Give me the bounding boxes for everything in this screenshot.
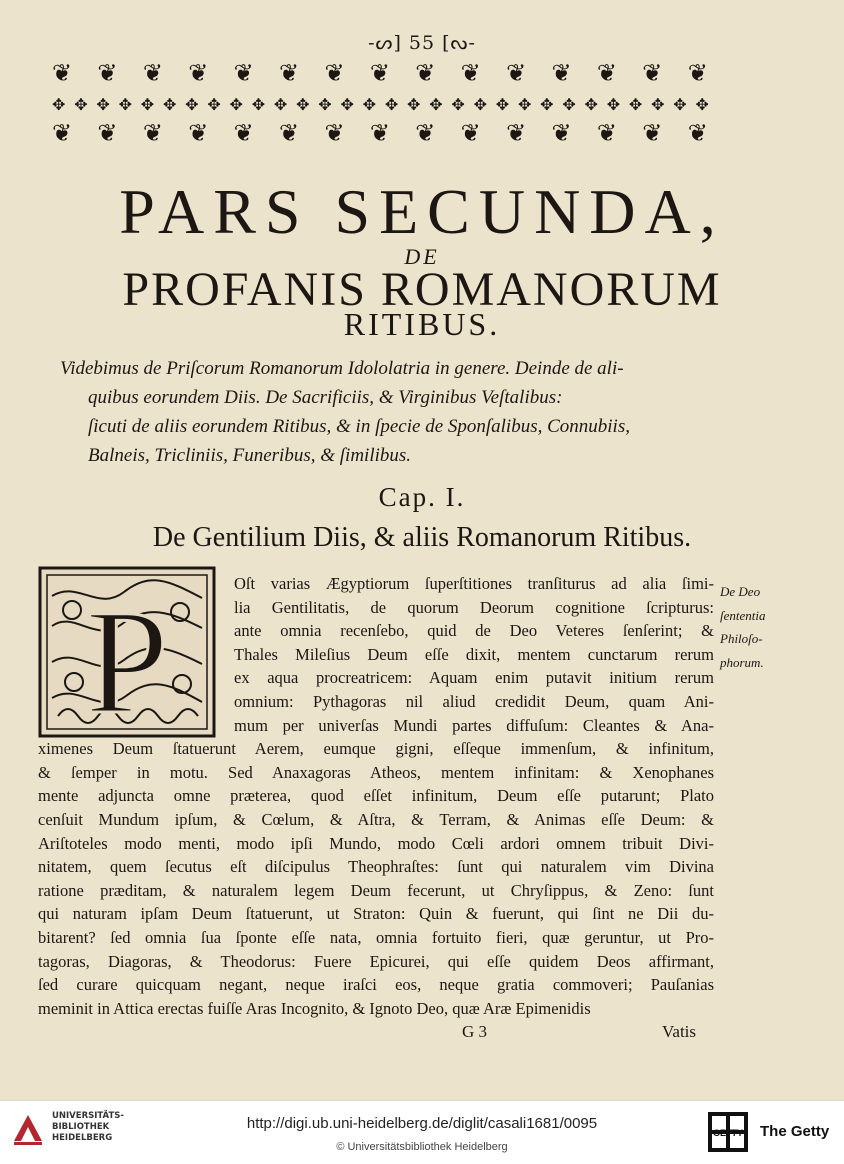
fleuron-icon: ❦	[460, 119, 481, 147]
getty-logo-text: GETTY	[712, 1128, 744, 1138]
fleuron-icon: ❦	[97, 59, 118, 87]
body-line: Ariſtoteles modo menti, modo ipſi Mundo, modo Cœli ardori omnem tribuit Divi-	[38, 833, 714, 853]
fleuron-icon: ✥	[185, 94, 198, 114]
fleuron-icon: ❦	[188, 59, 209, 87]
getty-logo-icon[interactable]	[708, 1112, 748, 1152]
title-de: DE	[404, 244, 440, 269]
fleuron-icon: ❦	[97, 119, 118, 147]
fleuron-icon: ❦	[551, 59, 572, 87]
fleuron-icon: ✥	[384, 94, 398, 114]
fleuron-icon: ✥	[429, 94, 442, 114]
fleuron-icon: ✥	[318, 94, 331, 114]
viewer-footer	[0, 1100, 844, 1164]
fleuron-icon: ❦	[279, 59, 300, 87]
fleuron-icon: ❦	[460, 59, 481, 87]
margin-note-line: ſententia	[720, 607, 766, 623]
body-text	[38, 572, 714, 1020]
body-line: omnium: Pythagoras nil aliud credidit Deum, quam Ani-	[234, 691, 714, 711]
fleuron-icon: ❦	[415, 59, 436, 87]
body-line: nitatem, quem ſecutus eſt diſcipulus Theophraſtes: ſunt qui naturalem vim Divina	[38, 857, 714, 877]
signature-mark: G 3	[462, 1022, 488, 1041]
summary-line: Balneis, Tricliniis, Funeribus, & ſimilibus.	[88, 445, 412, 466]
fleuron-icon: ❦	[687, 59, 708, 87]
body-line: ſed curare quicquam negant, neque iraſci eos, neque gratia commoveri; Pauſanias	[38, 975, 714, 995]
fleuron-icon: ❦	[142, 59, 163, 87]
fleuron-icon: ✥	[251, 94, 265, 114]
body-line: tagoras, Diagoras, & Theodorus: Fuere Epicurei, qui eſſe quidem Deos affirmant,	[38, 951, 714, 971]
fleuron-icon: ✥	[273, 94, 287, 114]
fleuron-icon: ✥	[229, 94, 242, 114]
fleuron-icon: ✥	[207, 94, 220, 114]
fleuron-icon: ❦	[142, 119, 163, 147]
body-line: Thales Mileſius Deum eſſe dixit, mentem cunctarum rerum	[234, 644, 714, 664]
chapter-title: De Gentilium Diis, & aliis Romanorum Ritibus.	[152, 522, 692, 553]
body-line: meminit in Attica erectas fuiſſe Aras Incognito, & Ignoto Deo, quæ Aræ Epimenidis	[38, 998, 591, 1018]
fleuron-icon: ✥	[562, 94, 575, 114]
fleuron-icon: ❦	[642, 119, 663, 147]
body-line: mum per univerſas Mundi partes diffuſum: Cleantes & Ana-	[234, 715, 714, 735]
library-name-line: UNIVERSITÄTS-	[52, 1111, 124, 1121]
fleuron-icon: ❦	[369, 119, 390, 147]
fleuron-icon: ✥	[52, 94, 65, 114]
fleuron-icon: ❦	[52, 119, 73, 147]
ornament-band-bottom	[52, 118, 708, 148]
fleuron-icon: ✥	[296, 94, 309, 114]
summary-line: quibus eorundem Diis. De Sacrificiis, & Virginibus Veſtalibus:	[88, 387, 563, 408]
fleuron-icon: ✥	[140, 94, 154, 114]
fleuron-icon: ✥	[606, 94, 620, 114]
library-name-line: BIBLIOTHEK	[52, 1122, 110, 1132]
body-line: ximenes Deum ſtatuerunt Aerem, eumque gigni, eſſeque immenſum, & infinitum,	[38, 739, 714, 759]
main-title-ritibus: RITIBUS.	[343, 306, 501, 342]
fleuron-icon: ✥	[162, 94, 176, 114]
fleuron-icon: ✥	[517, 94, 531, 114]
body-line: Oſt varias Ægyptiorum ſuperſtitiones tranſiturus ad alia ſimi-	[234, 574, 714, 593]
fleuron-icon: ❦	[324, 119, 345, 147]
library-name-line: HEIDELBERG	[52, 1133, 113, 1143]
margin-note-line: De Deo	[720, 584, 761, 599]
chapter-heading: Cap. I.	[378, 482, 466, 512]
fleuron-icon: ❦	[551, 119, 572, 147]
fleuron-icon: ❦	[188, 119, 209, 147]
margin-note	[720, 580, 830, 674]
fleuron-icon: ❦	[596, 119, 617, 147]
fleuron-icon: ✥	[540, 94, 553, 114]
fleuron-icon: ✥	[473, 94, 486, 114]
body-line: ante omnia recenſebo, quid de Deo Veteres ſenſerint; &	[234, 621, 714, 641]
initial-letter: P	[85, 579, 169, 738]
fleuron-icon: ❦	[233, 59, 254, 87]
body-line: & ſemper in motu. Sed Anaxagoras Atheos, mentem infinitam: & Xenophanes	[38, 762, 714, 782]
fleuron-icon: ✥	[96, 94, 109, 114]
ornament-band-middle	[52, 92, 708, 116]
fleuron-icon: ❦	[687, 119, 708, 147]
part-summary	[60, 354, 768, 470]
body-line: qui naturam ipſam Deum ſtatuerunt, ut Straton: Quin & fuerunt, qui ſint ne Dii du-	[38, 904, 714, 924]
margin-note-line: Philoſo-	[720, 631, 763, 647]
fleuron-icon: ✥	[74, 94, 87, 114]
fleuron-icon: ❦	[233, 119, 254, 147]
fleuron-icon: ❦	[279, 119, 300, 147]
fleuron-icon: ✥	[495, 94, 509, 114]
catchword: Vatis	[662, 1022, 696, 1041]
fleuron-icon: ❦	[415, 119, 436, 147]
margin-note-line: phorum.	[720, 654, 764, 670]
permalink-url[interactable]: http://digi.ub.uni-heidelberg.de/diglit/casali1681/0095	[246, 1115, 598, 1132]
fleuron-icon: ✥	[118, 94, 131, 114]
fleuron-icon: ❦	[506, 59, 527, 87]
body-line: cenſuit Mundum ipſum, & Cœlum, & Aſtra, & Terram, & Animas eſſe Deum: &	[38, 809, 714, 829]
body-line: mente adjuncta omne præterea, quod eſſet infinitum, Deum eſſe putarunt; Plato	[38, 786, 714, 806]
summary-line: ſicuti de aliis eorundem Ritibus, & in ſpecie de Sponſalibus, Connubiis,	[88, 416, 630, 437]
fleuron-icon: ✥	[407, 94, 420, 114]
fleuron-icon: ✥	[362, 94, 376, 114]
fleuron-icon: ❦	[324, 59, 345, 87]
partner-name[interactable]: The Getty	[760, 1123, 830, 1140]
summary-line: Videbimus de Priſcorum Romanorum Idololatria in genere. Deinde de ali-	[60, 358, 624, 379]
body-line: bitarent? ſed omnia ſua ſponte eſſe nata, omnia fortuito fieri, quæ geruntur, ut Pro-	[38, 927, 714, 947]
ornament-band-top	[52, 58, 708, 88]
fleuron-icon: ✥	[651, 94, 664, 114]
fleuron-icon: ❦	[369, 59, 390, 87]
fleuron-icon: ✥	[451, 94, 464, 114]
copyright-notice: © Universitätsbibliothek Heidelberg	[336, 1141, 508, 1153]
body-line: ex aqua procreatricem: Aquam enim putavit initium rerum	[234, 668, 714, 688]
body-line: lia Gentilitatis, de quorum Deorum cognitione ſcripturus:	[234, 597, 714, 617]
fleuron-icon: ❦	[596, 59, 617, 87]
fleuron-icon: ❦	[506, 119, 527, 147]
fleuron-icon: ✥	[673, 94, 686, 114]
main-title: PROFANIS ROMANORUM	[122, 263, 722, 316]
fleuron-icon: ❦	[642, 59, 663, 87]
fleuron-icon: ✥	[340, 94, 353, 114]
part-title: PARS SECUNDA,	[119, 176, 725, 247]
body-line: ratione præditam, & naturalem legem Deum fecerunt, ut Chryſippus, & Zeno: ſunt	[38, 880, 714, 900]
fleuron-icon: ❦	[52, 59, 73, 87]
fleuron-icon: ✥	[584, 94, 597, 114]
fleuron-icon: ✥	[695, 94, 708, 114]
page-number: -ᔕ] 55 [ᔓ-	[368, 32, 476, 54]
fleuron-icon: ✥	[628, 94, 642, 114]
